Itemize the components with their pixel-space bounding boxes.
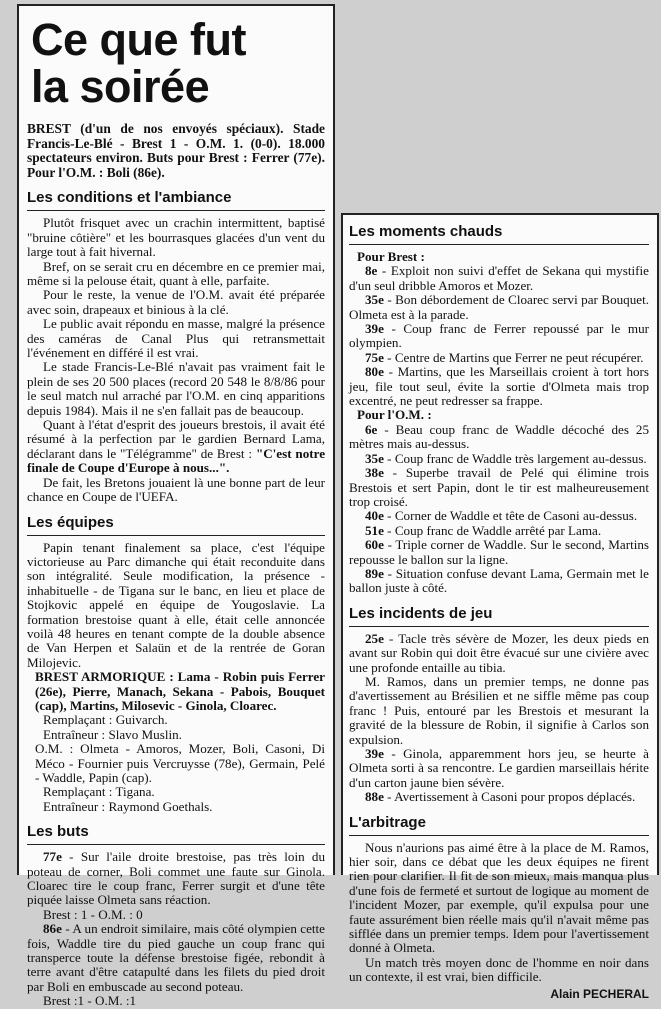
moment-item (349, 524, 649, 538)
incident-item (349, 790, 649, 804)
moment-minute: 6e (365, 421, 378, 437)
moment-text: - Beau coup franc de Waddle décoché des 25 mètres mais au-dessus. (349, 421, 649, 452)
moment-text: - Coup franc de Waddle très largement au-dessus. (383, 450, 647, 466)
moment-minute: 60e (365, 537, 384, 553)
headline-line-2: la soirée (31, 61, 210, 112)
moment-item (349, 509, 649, 523)
moment-item (349, 423, 649, 452)
moment-text: - Situation confuse devant Lama, Germain met le ballon juste à côté. (349, 565, 649, 596)
equipes-heading: Les équipes (27, 514, 325, 536)
incident-item (349, 632, 649, 675)
conditions-paragraph: Le public avait répondu en masse, malgré la présence des caméras de Canal Plus qui retransmettait l'événement en différé il est vrai. (27, 316, 325, 361)
moment-text: - Martins, que les Marseillais croient à tort hors jeu, file tout seul, évite la sortie d'Olmeta mais trop excentré, ne peut redresser sa frappe. (349, 364, 649, 409)
moment-item (349, 466, 649, 509)
moments-om-label: Pour l'O.M. : (357, 407, 432, 423)
moment-item (349, 567, 649, 596)
moment-text: - Triple corner de Waddle. Sur le second, Martins repousse le ballon sur la ligne. (349, 537, 649, 567)
moment-minute: 39e (365, 321, 384, 337)
goal-1-text: - Sur l'aile droite brestoise, pas très loin du poteau de corner, Boli commet une faute sur Ginola. Cloarec tire le coup franc, Ferrer surgit et d'une tête piquée laisse Olmeta sans réaction. (27, 849, 325, 908)
moment-minute: 80e (365, 364, 384, 380)
moment-text: - Exploit non suivi d'effet de Sekana qui mystifie d'un seul dribble Amoros et Mozer. (349, 263, 649, 293)
article-left-column (17, 4, 335, 1009)
moment-text: - Superbe travail de Pelé qui élimine trois Brestois et sert Papin, dont le tir est malheureusement trop croisé. (349, 465, 649, 509)
moment-minute: 51e (365, 522, 384, 538)
article-right-column (341, 213, 659, 1001)
lead-paragraph: BREST (d'un de nos envoyés spéciaux). Stade Francis-Le-Blé - Brest 1 - O.M. 1. (0-0). 18.000 spectateurs environ. Buts pour Brest : Ferrer (77e). Pour l'O.M. : Boli (86e). (27, 121, 325, 180)
incident-item (349, 747, 649, 790)
buts-heading: Les buts (27, 823, 325, 845)
moment-text: - Coup franc de Ferrer repoussé par le mur olympien. (349, 321, 649, 351)
goal-1 (27, 850, 325, 908)
moment-item (349, 365, 649, 408)
incident-text: - Ginola, apparemment hors jeu, se heurte à Olmeta sorti à sa rencontre. Le gardien marseillais hérite d'un carton jaune bien sévère. (349, 746, 649, 790)
moment-text: - Centre de Martins que Ferrer ne peut récupérer. (383, 349, 644, 365)
score-after-goal-1: Brest : 1 - O.M. : 0 (43, 906, 143, 922)
conditions-paragraph: Plutôt frisquet avec un crachin intermittent, baptisé "bruine côtière" et les bourrasques glacées d'un vent du large tout à fait hivernal. (27, 215, 325, 260)
om-substitute: Remplaçant : Tigana. (43, 784, 155, 800)
moment-text: - Bon débordement de Cloarec servi par Bouquet. Olmeta est à la parade. (349, 292, 649, 322)
moment-minute: 38e (365, 465, 384, 481)
incident-minute: 25e (365, 630, 384, 646)
moment-item (349, 351, 649, 365)
arbitrage-paragraph: Nous n'aurions pas aimé être à la place de M. Ramos, hier soir, dans ce débat que les deux équipes ne firent rien pour clarifier. Il fit de son mieux, mais manqua plus d'une fois de fermeté et surtout de logique au moment de l'incident Mozer, par exemple, qu'il expulsa pour une faute assurément bien réelle mais qu'il n'avait même pas sifflée dans un premier temps. Idem pour l'avertissement donné à Olmeta. (349, 839, 649, 956)
moments-heading: Les moments chauds (349, 223, 649, 245)
moment-minute: 75e (365, 349, 384, 365)
moment-item (349, 452, 649, 466)
moment-item (349, 264, 649, 293)
moment-minute: 35e (365, 450, 384, 466)
moment-minute: 40e (365, 508, 384, 524)
arbitrage-paragraph: Un match très moyen donc de l'homme en noir dans un contexte, il est vrai, bien difficile. (349, 954, 649, 985)
incident-minute: 88e (365, 789, 384, 805)
incident-paragraph: M. Ramos, dans un premier temps, ne donne pas d'avertissement au Brésilien et ne siffle même pas coup franc ! Puis, entouré par les Brestois et mesurant la gravité de la blessure de Robin, il signifie à Carlos son expulsion. (349, 673, 649, 747)
moments-brest-label: Pour Brest : (357, 249, 425, 264)
goal-2-text: - A un endroit similaire, mais côté olympien cette fois, Waddle tire du pied gauche un coup franc qui transperce toute la défense brestoise figée, rebondit à terre avant d'être catapulté dans les filets du pied droit par Boli en embuscade au second poteau. (27, 921, 325, 994)
author-signature: Alain PECHERAL (550, 986, 649, 1001)
moment-text: - Corner de Waddle et tête de Casoni au-dessus. (383, 508, 638, 524)
moment-minute: 8e (365, 263, 378, 279)
incidents-heading: Les incidents de jeu (349, 605, 649, 627)
conditions-paragraph: Pour le reste, la venue de l'O.M. avait été préparée avec soin, drapeaux et binious à la clé. (27, 287, 325, 317)
headline (31, 16, 325, 110)
moment-minute: 89e (365, 565, 384, 581)
incident-minute: 39e (365, 746, 384, 761)
moment-item (349, 322, 649, 351)
conditions-paragraph: Le stade Francis-Le-Blé n'avait pas vraiment fait le plein de ses 20 500 places (record 20 548 le 8/8/86 pour le seul match nul arraché par l'O.M. en cinq apparitions depuis 1984). Mais il ne s'en fallait pas de beaucoup. (27, 359, 325, 418)
score-after-goal-2: Brest :1 - O.M. :1 (43, 993, 137, 1009)
conditions-paragraph: Bref, on se serait cru en décembre en ce premier mai, même si la pelouse était, quant à elle, parfaite. (27, 258, 325, 288)
goal-2 (27, 922, 325, 994)
brest-substitute: Remplaçant : Guivarch. (43, 712, 168, 728)
equipes-paragraph: Papin tenant finalement sa place, c'est l'équipe victorieuse au Parc dimanche qui était reconduite dans son intégralité. Seule modification, la présence - inhabituelle - de Tigana sur le banc, en lieu et place de Stojkovic appelé en équipe de Yougoslavie. La formation brestoise quant à elle, était celle annoncée voilà 48 heures en tenant compte de la double absence de Van Herpen et Salaün et de la rentrée de Goran Milojevic. (27, 539, 325, 670)
om-coach: Entraîneur : Raymond Goethals. (43, 798, 213, 814)
moment-item (349, 293, 649, 322)
moments-om-list (349, 423, 649, 596)
goal-1-minute: 77e (43, 849, 62, 865)
moments-brest-list (349, 264, 649, 408)
moment-item (349, 538, 649, 567)
arbitrage-heading: L'arbitrage (349, 814, 649, 836)
lama-quote: "C'est notre finale de Coupe d'Europe à nous...". (27, 445, 326, 476)
conditions-paragraph-lama (27, 418, 325, 476)
conditions-heading: Les conditions et l'ambiance (27, 189, 325, 211)
moment-minute: 35e (365, 292, 384, 308)
moment-text: - Coup franc de Waddle arrêté par Lama. (383, 522, 602, 538)
brest-coach: Entraîneur : Slavo Muslin. (43, 726, 182, 742)
conditions-paragraph: De fait, les Bretons jouaient là une bonne part de leur chance en Coupe de l'UEFA. (27, 474, 325, 505)
incident-text: - Avertissement à Casoni pour propos déplacés. (383, 789, 636, 805)
incident-text: - Tacle très sévère de Mozer, les deux pieds en avant sur Robin qui doit être évacué sur une civière avec une profonde entaille au tibia. (349, 630, 649, 675)
om-lineup: O.M. : Olmeta - Amoros, Mozer, Boli, Casoni, Di Méco - Fournier puis Vercruysse (78e), Germain, Pelé - Waddle, Papin (cap). (35, 741, 325, 785)
goal-2-minute: 86e (43, 921, 62, 937)
lama-intro: Quant à l'état d'esprit des joueurs brestois, il avait été résumé à la perfection par le gardien Bernard Lama, déclarant dans le "Télégramme" de Brest : (27, 417, 325, 461)
brest-lineup: BREST ARMORIQUE : Lama - Robin puis Ferrer (26e), Pierre, Manach, Sekana - Pabois, Bouquet (cap), Martins, Milosevic - Ginola, Cloarec. (35, 669, 325, 713)
headline-line-1: Ce que fut (31, 14, 246, 65)
